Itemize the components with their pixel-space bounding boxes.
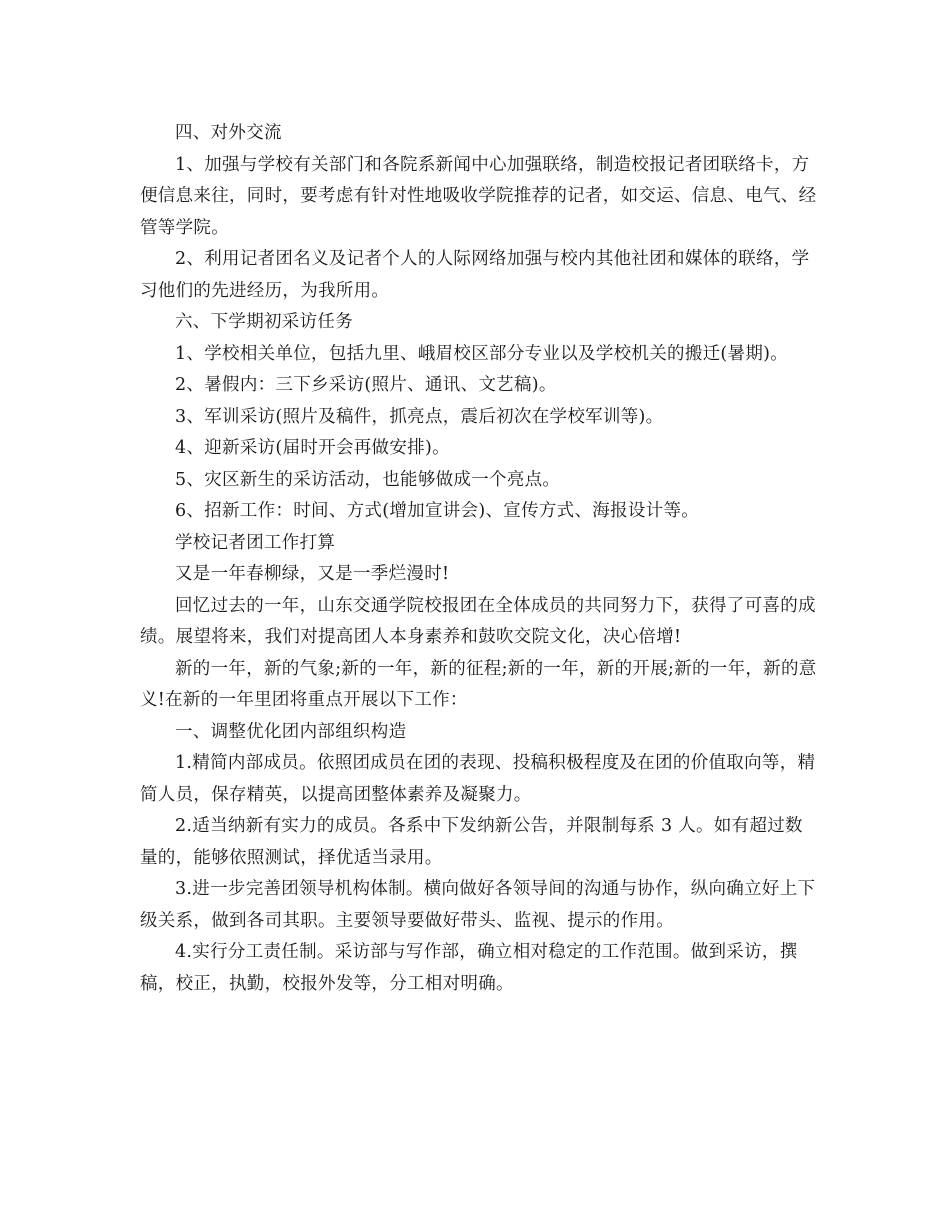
list-item: 5、灾区新生的采访活动，也能够做成一个亮点。: [175, 469, 561, 490]
paragraph: 回忆过去的一年，山东交通学院校报团在全体成员的共同努力下，获得了可喜的成绩。展望将来，我们对提高团人本身素养和鼓吹交院文化，决心倍增!: [140, 595, 816, 647]
paragraph: 2、利用记者团名义及记者个人的人际网络加强与校内其他社团和媒体的联络，学习他们的先进经历，为我所用。: [140, 249, 810, 301]
paragraph: 新的一年，新的气象;新的一年，新的征程;新的一年，新的开展;新的一年，新的意义!在新的一年里团将重点开展以下工作：: [140, 658, 817, 710]
section-heading-structure: 一、调整优化团内部组织构造: [175, 721, 407, 742]
list-item: 3.进一步完善团领导机构体制。横向做好各领导间的沟通与协作，纵向确立好上下级关系，做到各司其职。主要领导要做好带头、监视、提示的作用。: [140, 879, 816, 931]
document-subtitle: 学校记者团工作打算: [175, 532, 336, 553]
list-item: 1.精简内部成员。依照团成员在团的表现、投稿积极程度及在团的价值取向等，精简人员，保存精英，以提高团整体素养及凝聚力。: [140, 753, 816, 805]
list-item: 2.适当纳新有实力的成员。各系中下发纳新公告，并限制每系 3 人。如有超过数量的，能够依照测试，择优适当录用。: [140, 816, 803, 868]
list-item: 3、军训采访(照片及稿件，抓亮点，震后初次在学校军训等)。: [175, 406, 664, 427]
paragraph: 1、加强与学校有关部门和各院系新闻中心加强联络，制造校报记者团联络卡，方便信息来往，同时，要考虑有针对性地吸收学院推荐的记者，如交运、信息、电气、经管等学院。: [140, 154, 817, 238]
document-body: [140, 118, 820, 1000]
list-item: 2、暑假内：三下乡采访(照片、通讯、文艺稿)。: [175, 375, 557, 395]
section-heading-interview-tasks: 六、下学期初采访任务: [175, 312, 353, 332]
list-item: 1、学校相关单位，包括九里、峨眉校区部分专业以及学校机关的搬迁(暑期)。: [175, 343, 789, 364]
list-item: 4、迎新采访(届时开会再做安排)。: [175, 438, 450, 458]
list-item: 6、招新工作：时间、方式(增加宣讲会)、宣传方式、海报设计等。: [175, 501, 700, 521]
paragraph: 又是一年春柳绿，又是一季烂漫时!: [175, 564, 450, 584]
list-item: 4.实行分工责任制。采访部与写作部，确立相对稳定的工作范围。做到采访，撰稿，校正，执勤，校报外发等，分工相对明确。: [140, 942, 798, 994]
section-heading-external-exchange: 四、对外交流: [175, 123, 282, 143]
